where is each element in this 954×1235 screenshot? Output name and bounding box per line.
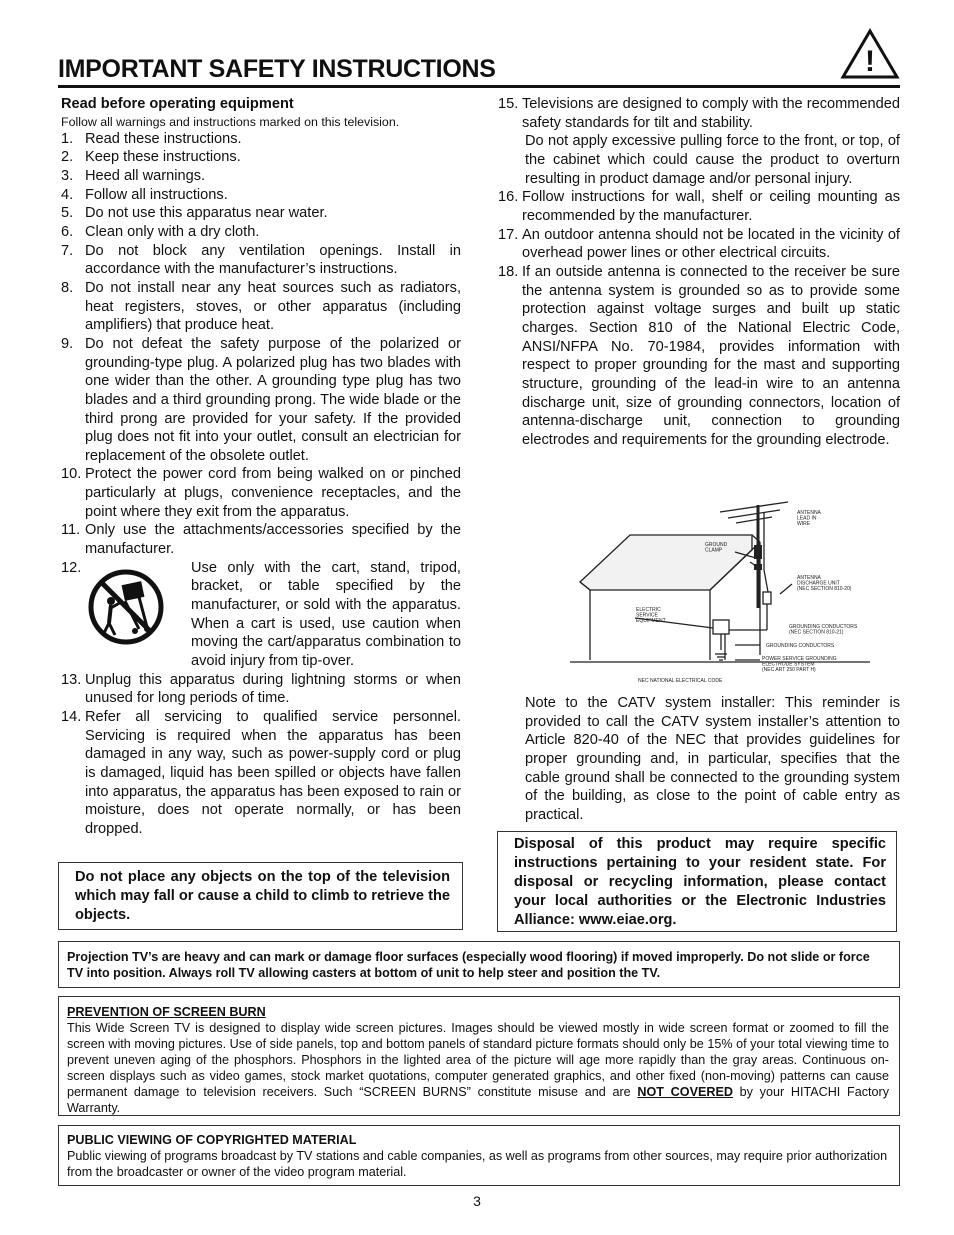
page-title: IMPORTANT SAFETY INSTRUCTIONS	[58, 55, 496, 83]
item-text: Televisions are designed to comply with the recommended safety standards for tilt and stability.	[522, 96, 901, 131]
objects-warning-box: Do not place any objects on the top of the television which may fall or cause a child to climb to retrieve the objects.	[58, 862, 463, 930]
svg-text:ANTENNADISCHARGE UNIT(NEC SECT	[797, 575, 852, 592]
catv-note-wrap	[498, 694, 900, 825]
right-column	[498, 95, 900, 449]
diagram-antenna-lead-1: ANTENNA	[797, 510, 821, 516]
item-number: 7.	[61, 242, 74, 259]
item-number: 13.	[61, 671, 82, 688]
instruction-item	[61, 148, 461, 167]
diagram-antenna-lead-2: LEAD IN	[797, 515, 817, 522]
diagram-grounding-nec-2: (NEC SECTION 810-21)	[789, 629, 844, 636]
diagram-discharge-2: DISCHARGE UNIT	[797, 580, 840, 587]
instruction-list-b	[61, 671, 461, 839]
screen-burn-end: by your HITACHI Factory Warranty.	[67, 1085, 889, 1115]
item-text: Refer all servicing to qualified service personnel. Servicing is required when the apparatus has been damaged in any way, such as power-supply cord or plug is damaged, liquid has been spilled or objects have fallen into apparatus, the apparatus has been exposed to rain or moisture, does not operate normally, or has been dropped.	[85, 709, 461, 837]
diagram-ground-clamp-2: CLAMP	[705, 547, 723, 554]
diagram-antenna-lead-3: WIRE	[797, 521, 811, 527]
diagram-electric-3: EQUIPMENT	[636, 618, 666, 624]
projection-tv-box: Projection TV’s are heavy and can mark or damage floor surfaces (especially wood flooring) if moved improperly. Do not slide or force TV into position. Always roll TV allowing casters at bottom of unit to help steer and position the TV.	[58, 941, 900, 988]
read-before-heading: Read before operating equipment	[61, 96, 294, 112]
page-number: 3	[473, 1193, 481, 1209]
diagram-power-1: POWER SERVICE GROUNDING	[762, 656, 837, 662]
item-text: Use only with the cart, stand, tripod, bracket, or table specified by the manufacturer, or sold with the apparatus. When a cart is used, use caution when moving the cart/apparatus combination to avoid injury from tip-over.	[191, 559, 461, 670]
public-viewing-text: Public viewing of programs broadcast by TV stations and cable companies, as well as programs from other sources, may require prior authorization from the broadcaster or owner of the video program material.	[67, 1149, 888, 1179]
item-number: 1.	[61, 130, 74, 147]
item-number: 6.	[61, 223, 74, 240]
item-number: 9.	[61, 335, 74, 352]
instruction-item	[61, 335, 461, 466]
warning-triangle-icon	[840, 28, 900, 80]
item-text: An outdoor antenna should not be located in the vicinity of overhead power lines or other electrical circuits.	[522, 226, 900, 262]
instruction-list-a	[61, 130, 461, 559]
public-viewing-box	[58, 1125, 900, 1186]
instruction-list-c	[498, 95, 900, 132]
instruction-item	[61, 167, 461, 186]
warning-mark: !	[865, 45, 875, 78]
item-number: 16.	[498, 189, 519, 206]
item-number: 11.	[61, 522, 81, 539]
public-viewing-heading: PUBLIC VIEWING OF COPYRIGHTED MATERIAL	[67, 1133, 357, 1147]
item-number: 4.	[61, 186, 74, 203]
instruction-item	[61, 186, 461, 205]
screen-burn-box	[58, 996, 900, 1116]
item-text: Follow instructions for wall, shelf or ceiling mounting as recommended by the manufacturer.	[522, 189, 900, 224]
svg-text:POWER SERVICE GROUNDINGELECTRO	[762, 656, 837, 673]
diagram-power-3: (NEC ART 250 PART H)	[762, 667, 816, 673]
item-number: 12.	[61, 559, 82, 576]
diagram-electric-2: SERVICE	[636, 612, 658, 619]
item-text: Keep these instructions.	[85, 149, 241, 166]
antenna-grounding-diagram	[570, 490, 890, 690]
instruction-item	[498, 188, 900, 225]
item-number: 10.	[61, 466, 82, 483]
instruction-item-12	[61, 559, 461, 671]
diagram-ground-clamp-1: GROUND	[705, 542, 728, 548]
diagram-grounding-conductors: GROUNDING CONDUCTORS	[766, 643, 835, 649]
item-text: Protect the power cord from being walked on or pinched particularly at plugs, convenience receptacles, and the point where they exit from the apparatus.	[85, 466, 461, 520]
item-number: 18.	[498, 263, 519, 280]
catv-note: Note to the CATV system installer: This reminder is provided to call the CATV system installer’s attention to Article 820-40 of the NEC that provides guidelines for proper grounding and, in particular, specifies that the cable ground shall be connected to the grounding system of the building, as close to the point of cable entry as practical.	[525, 695, 900, 823]
instruction-item	[498, 95, 900, 132]
instruction-item	[61, 130, 461, 149]
diagram-grounding-nec-1: GROUNDING CONDUCTORS	[789, 624, 858, 630]
diagram-discharge-1: ANTENNA	[797, 575, 821, 581]
instruction-item	[61, 204, 461, 223]
instruction-item	[498, 263, 900, 450]
item-text: Do not use this apparatus near water.	[85, 205, 328, 222]
item-text: Follow all instructions.	[85, 186, 228, 203]
item-text: Unplug this apparatus during lightning storms or when unused for long periods of time.	[85, 671, 461, 707]
item-text: Heed all warnings.	[85, 167, 206, 184]
diagram-nec-caption: NEC NATIONAL ELECTRICAL CODE	[638, 678, 723, 684]
screen-burn-body: This Wide Screen TV is designed to display wide screen pictures. Images should be viewed mostly in wide screen format or zoomed to fill the screen with moving pictures. Use of side panels, top and bottom panels of standard picture formats should only be 15% of your total viewing time to prevent uneven aging of the phosphors. Phosphors in the lighted area of the picture will age more rapidly than the gray areas. Continuous on-screen displays such as video games, stock market quotations, computer generated graphics, and other fixed (non-moving) patterns can cause permanent damage to television receivers. Such “SCREEN BURNS” constitute misuse and are	[67, 1021, 889, 1099]
svg-text:GROUNDING CONDUCTORS(NEC SECTI	[789, 624, 858, 636]
item-number: 14.	[61, 709, 82, 726]
item-text: If an outside antenna is connected to the receiver be sure the antenna system is grounded so as to provide some protection against voltage surges and built up static charges. Section 810 of the National Electric Code, ANSI/NFPA No. 70-1984, provides information with respect to proper grounding for the mast and supporting structure, grounding of the lead-in wire to an antenna discharge unit, size of grounding connectors, location of antenna-discharge unit, connection to grounding electrodes and requirements for the grounding electrode.	[522, 263, 900, 448]
item-number: 17.	[498, 226, 519, 243]
item-text: Only use the attachments/accessories specified by the manufacturer.	[85, 522, 461, 558]
instruction-item	[61, 708, 461, 839]
instruction-item	[61, 671, 461, 708]
instruction-item	[61, 521, 461, 558]
item-text: Clean only with a dry cloth.	[85, 223, 260, 240]
screen-burn-text	[67, 1020, 889, 1116]
item-text: Read these instructions.	[85, 130, 242, 147]
item-text: Do not block any ventilation openings. Install in accordance with the manufacturer’s instructions.	[85, 242, 461, 278]
svg-text:ELECTRICSERVICEEQUIPMENT	[636, 607, 666, 624]
svg-text:ANTENNALEAD INWIRE	[797, 510, 822, 527]
left-column	[61, 95, 461, 839]
item15-extra: Do not apply excessive pulling force to the front, or top, of the cabinet which could cause the product to overturn resulting in product damage and/or personal injury.	[525, 133, 900, 187]
item-text: Do not defeat the safety purpose of the polarized or grounding-type plug. A polarized plug has two blades with one wider than the other. A grounding type plug has two blades and a third grounding prong. The wide blade or the third prong are provided for your safety. If the provided plug does not fit into your outlet, consult an electrician for replacement of the obsolete outlet.	[85, 335, 461, 464]
instruction-item	[61, 465, 461, 521]
instruction-item	[61, 242, 461, 279]
item-text: Do not install near any heat sources such as radiators, heat registers, stoves, or other apparatus (including amplifiers) that produce heat.	[85, 279, 461, 334]
item-number: 2.	[61, 149, 74, 166]
cart-tipover-icon	[87, 567, 165, 647]
instruction-item	[61, 279, 461, 335]
instruction-list-d	[498, 188, 900, 449]
item-number: 5.	[61, 205, 74, 222]
diagram-electric-1: ELECTRIC	[636, 607, 661, 613]
instruction-list-12	[61, 559, 461, 671]
item-number: 8.	[61, 279, 74, 296]
diagram-discharge-3: (NEC SECTION 810-20)	[797, 586, 852, 592]
not-covered-text: NOT COVERED	[637, 1085, 733, 1099]
diagram-power-2: ELECTRODE SYSTEM	[762, 661, 815, 668]
title-rule	[58, 85, 900, 88]
item-number: 3.	[61, 167, 74, 184]
instruction-item	[498, 226, 900, 263]
screen-burn-heading: PREVENTION OF SCREEN BURN	[67, 1005, 266, 1019]
instruction-item	[61, 223, 461, 242]
disposal-box: Disposal of this product may require specific instructions pertaining to your resident state. For disposal or recycling information, please contact your local authorities or the Electronic Industries Alliance: www.eiae.org.	[497, 831, 897, 932]
item-number: 15.	[498, 96, 519, 112]
intro-text: Follow all warnings and instructions marked on this television.	[61, 114, 400, 129]
